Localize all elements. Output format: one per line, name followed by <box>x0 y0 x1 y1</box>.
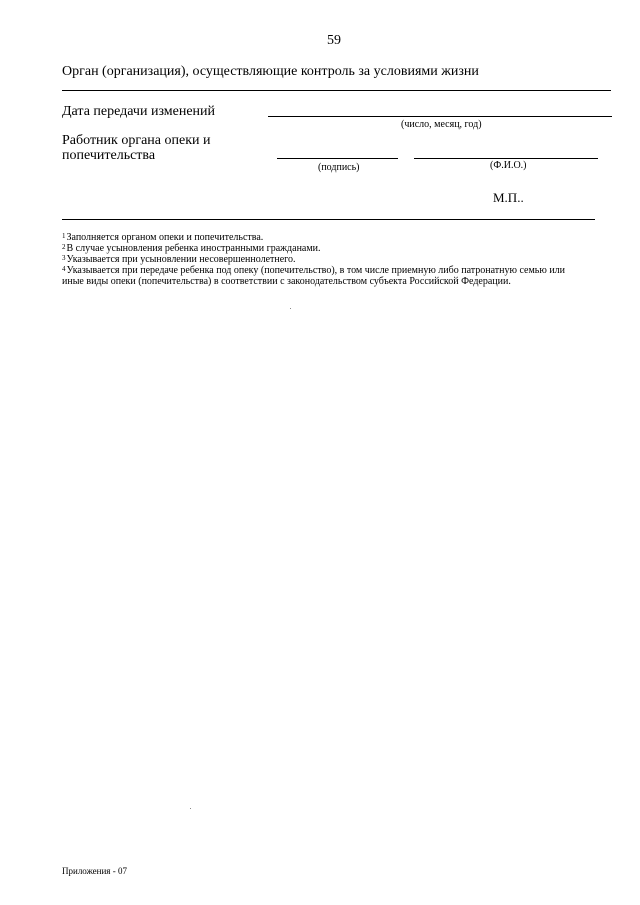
scan-speck <box>190 808 191 809</box>
footer-label: Приложения - 07 <box>62 866 127 876</box>
footnote-separator <box>62 219 595 220</box>
footnote-3 <box>62 254 296 265</box>
organization-heading: Орган (организация), осуществляющие контроль за условиями жизни <box>62 64 479 79</box>
footnote-1 <box>62 232 263 243</box>
transfer-date-line <box>268 116 612 117</box>
scan-speck <box>290 308 291 309</box>
heading-underline <box>62 90 611 91</box>
footnote-text: Указывается при усыновлении несовершеннолетнего. <box>66 254 296 265</box>
worker-label-line1: Работник органа опеки и <box>62 133 211 148</box>
signature-line <box>277 158 398 159</box>
footnote-mark: 2 <box>62 243 66 251</box>
footnote-text: Заполняется органом опеки и попечительства. <box>66 232 264 243</box>
fio-line <box>414 158 598 159</box>
footnote-text: В случае усыновления ребенка иностранными гражданами. <box>66 243 321 254</box>
footnote-4-continuation: иные виды опеки (попечительства) в соответствии с законодательством субъекта Российской Федерации. <box>62 276 511 287</box>
page-number: 59 <box>327 33 341 48</box>
footnote-mark: 1 <box>62 232 66 240</box>
signature-caption: (подпись) <box>318 162 360 173</box>
stamp-label: М.П.. <box>493 190 524 205</box>
footnote-4 <box>62 265 565 276</box>
footnote-mark: 3 <box>62 254 66 262</box>
worker-label-line2: попечительства <box>62 148 156 163</box>
footnote-text: Указывается при передаче ребенка под опеку (попечительство), в том числе приемную либо патронатную семью или <box>66 265 566 276</box>
transfer-date-label: Дата передачи изменений <box>62 104 216 119</box>
fio-caption: (Ф.И.О.) <box>490 160 527 171</box>
footnote-mark: 4 <box>62 265 66 273</box>
transfer-date-caption: (число, месяц, год) <box>401 119 482 130</box>
footnote-2 <box>62 243 321 254</box>
